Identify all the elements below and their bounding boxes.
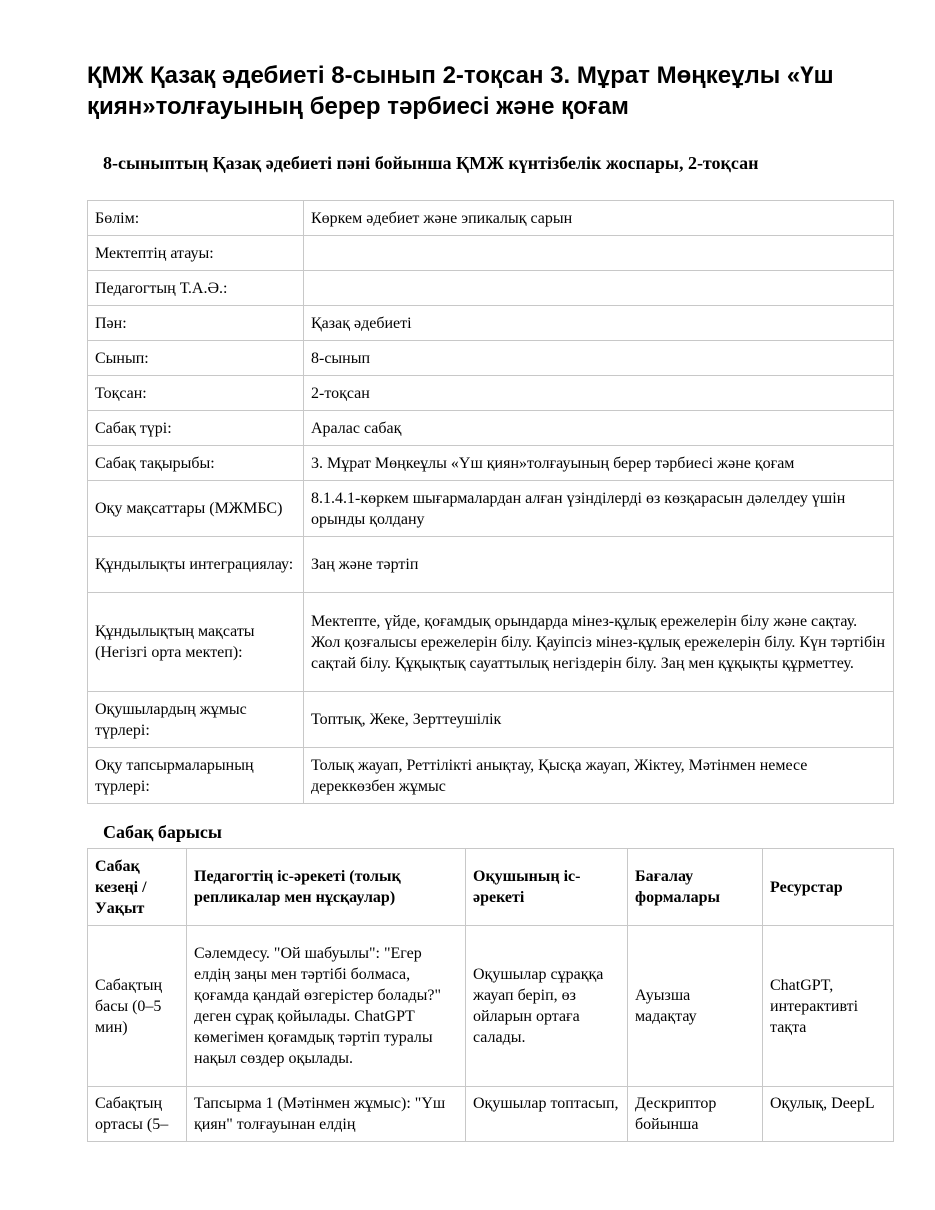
info-value: 8-сынып — [304, 341, 894, 376]
column-header: Оқушының іс-әрекеті — [466, 849, 628, 926]
column-header: Педагогтің іс-әрекеті (толық репликалар мен нұсқаулар) — [187, 849, 466, 926]
document-title: ҚМЖ Қазақ әдебиеті 8-сынып 2-тоқсан 3. Мұрат Мөңкеұлы «Үш қиян»толғауының берер тәрбиесі және қоғам — [87, 62, 834, 120]
table-header-row — [88, 849, 894, 926]
info-label: Құндылықты интеграциялау: — [88, 537, 304, 593]
document-page — [87, 0, 893, 1142]
lesson-flow-table — [87, 848, 894, 1142]
table-row — [88, 692, 894, 748]
lesson-heading: Сабақ барысы — [103, 822, 222, 842]
table-cell: Оқушылар топтасып, — [466, 1087, 628, 1142]
table-row — [88, 201, 894, 236]
info-label: Мектептің атауы: — [88, 236, 304, 271]
info-label: Оқу тапсырмаларының түрлері: — [88, 748, 304, 804]
table-cell: Тапсырма 1 (Мәтінмен жұмыс): "Үш қиян" толғауынан елдің — [187, 1087, 466, 1142]
column-header: Ресурстар — [763, 849, 894, 926]
table-cell: Дескриптор бойынша — [628, 1087, 763, 1142]
table-cell: Сәлемдесу. "Ой шабуылы": "Егер елдің заңы мен тәртібі болмаса, қоғамда қандай өзгерістер болады?" деген сұрақ қойылады. ChatGPT көмегімен қоғамдық тәртіп туралы нақыл сөздер оқылады. — [187, 926, 466, 1087]
table-row — [88, 271, 894, 306]
table-row — [88, 593, 894, 692]
info-label: Оқушылардың жұмыс түрлері: — [88, 692, 304, 748]
table-row — [88, 236, 894, 271]
table-row — [88, 306, 894, 341]
table-row — [88, 748, 894, 804]
table-cell: Сабақтың ортасы (5– — [88, 1087, 187, 1142]
lesson-info-table — [87, 200, 894, 804]
table-row — [88, 376, 894, 411]
info-label: Тоқсан: — [88, 376, 304, 411]
table-cell: ChatGPT, интерактивті тақта — [763, 926, 894, 1087]
info-value: Аралас сабақ — [304, 411, 894, 446]
info-label: Оқу мақсаттары (МЖМБС) — [88, 481, 304, 537]
table-row — [88, 411, 894, 446]
table-cell: Оқушылар сұраққа жауап беріп, өз ойларын ортаға салады. — [466, 926, 628, 1087]
table-row — [88, 537, 894, 593]
info-value: Көркем әдебиет және эпикалық сарын — [304, 201, 894, 236]
info-label: Педагогтың Т.А.Ә.: — [88, 271, 304, 306]
plan-heading: 8-сыныптың Қазақ әдебиеті пәні бойынша ҚМЖ күнтізбелік жоспары, 2-тоқсан — [103, 153, 759, 173]
info-value: 8.1.4.1-көркем шығармалардан алған үзінділерді өз көзқарасын дәлелдеу үшін орынды қолдану — [304, 481, 894, 537]
info-value: 2-тоқсан — [304, 376, 894, 411]
info-value — [304, 271, 894, 306]
column-header: Сабақ кезеңі / Уақыт — [88, 849, 187, 926]
info-value: Заң және тәртіп — [304, 537, 894, 593]
info-value: Мектепте, үйде, қоғамдық орындарда мінез-құлық ережелерін білу және сақтау. Жол қозғалысы ережелерін білу. Қауіпсіз мінез-құлық ережелерін білу. Күн тәртібін сақтай білу. Құқықтық сауаттылық негіздерін білу. Заң мен құқықты құрметтеу. — [304, 593, 894, 692]
table-row — [88, 481, 894, 537]
table-cell: Оқулық, DeepL — [763, 1087, 894, 1142]
table-row — [88, 926, 894, 1087]
info-label: Сынып: — [88, 341, 304, 376]
info-value — [304, 236, 894, 271]
info-value: Қазақ әдебиеті — [304, 306, 894, 341]
table-cell: Ауызша мадақтау — [628, 926, 763, 1087]
table-cell: Сабақтың басы (0–5 мин) — [88, 926, 187, 1087]
column-header: Бағалау формалары — [628, 849, 763, 926]
table-row — [88, 341, 894, 376]
info-label: Құндылықтың мақсаты (Негізгі орта мектеп): — [88, 593, 304, 692]
info-value: 3. Мұрат Мөңкеұлы «Үш қиян»толғауының берер тәрбиесі және қоғам — [304, 446, 894, 481]
info-label: Пән: — [88, 306, 304, 341]
info-value: Толық жауап, Реттілікті анықтау, Қысқа жауап, Жіктеу, Мәтінмен немесе дереккөзбен жұмыс — [304, 748, 894, 804]
info-label: Сабақ түрі: — [88, 411, 304, 446]
info-label: Бөлім: — [88, 201, 304, 236]
table-row — [88, 446, 894, 481]
info-label: Сабақ тақырыбы: — [88, 446, 304, 481]
info-value: Топтық, Жеке, Зерттеушілік — [304, 692, 894, 748]
table-row — [88, 1087, 894, 1142]
